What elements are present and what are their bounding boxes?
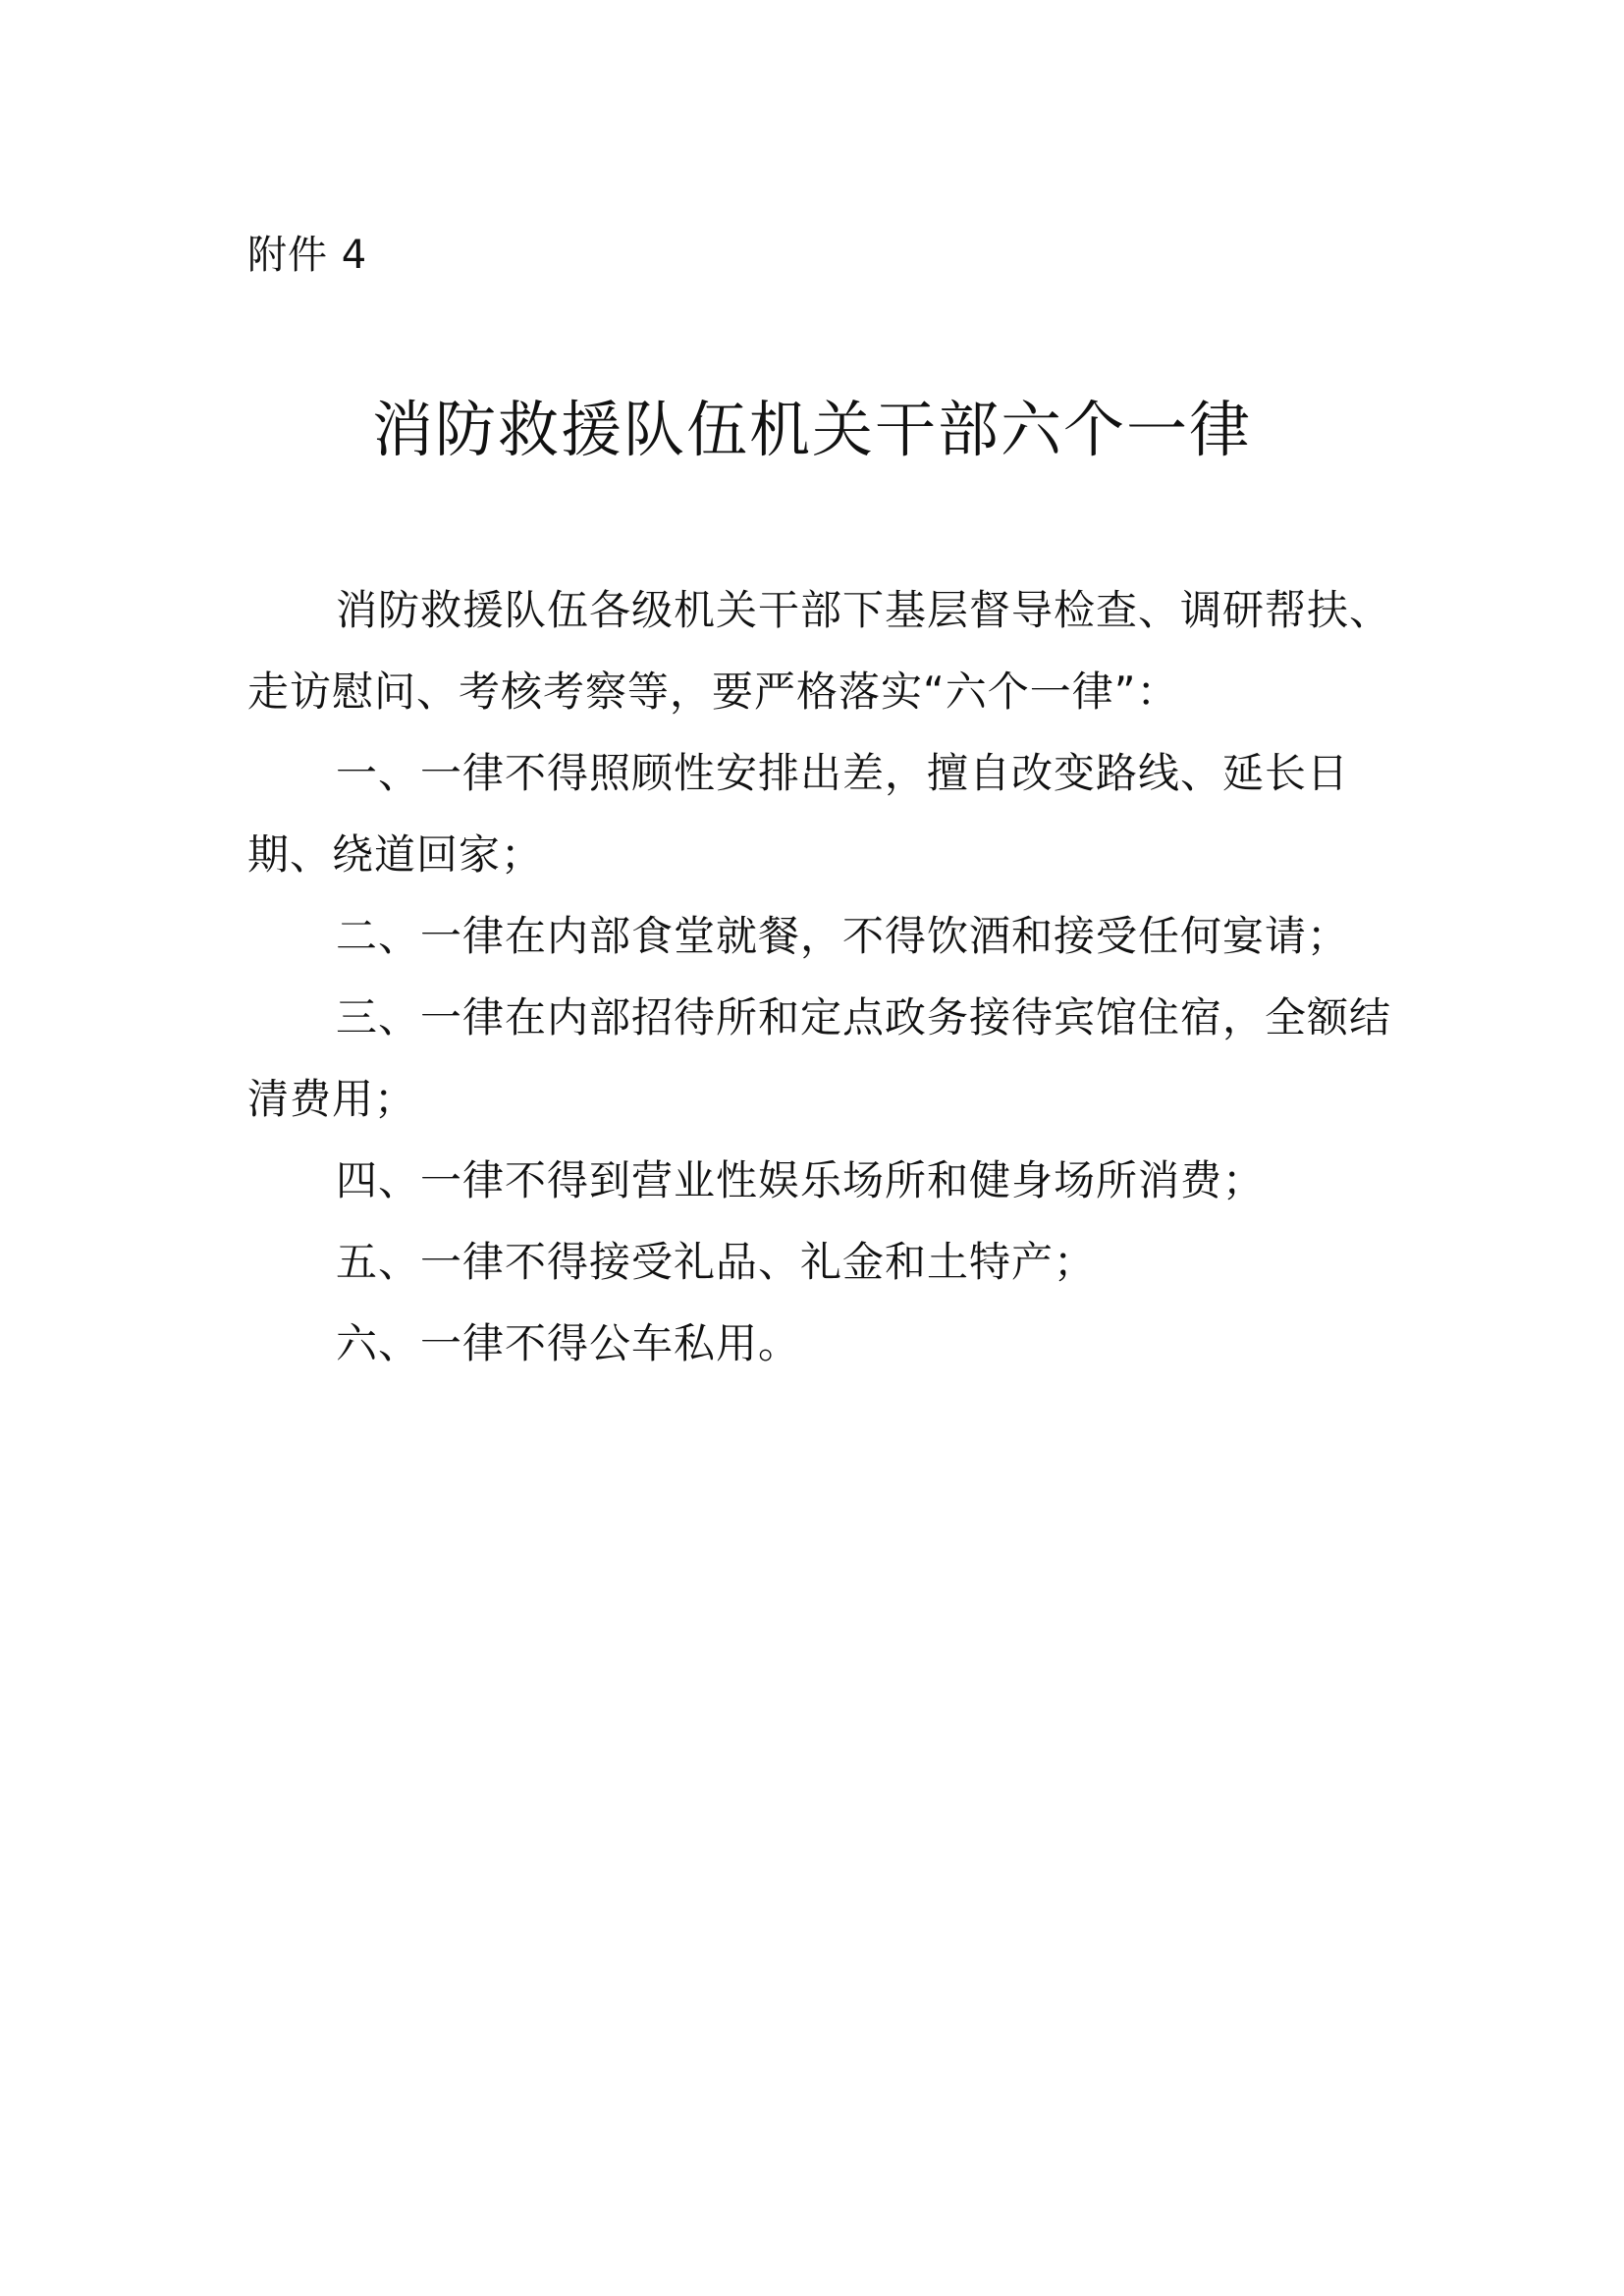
document-title: 消防救援队伍机关干部六个一律	[371, 394, 1252, 465]
intro-paragraph: 消防救援队伍各级机关干部下基层督导检查、调研帮扶、走访慰问、考核考察等，要严格落实“六个一律”：	[247, 586, 1392, 716]
rule-4: 四、一律不得到营业性娱乐场所和健身场所消费；	[336, 1156, 1266, 1204]
rule-3: 三、一律在内部招待所和定点政务接待宾馆住宿，全额结清费用；	[247, 993, 1392, 1123]
attachment-label: 附件 4	[247, 233, 368, 278]
document-body	[247, 569, 1406, 1384]
rule-5: 五、一律不得接受礼品、礼金和土特产；	[336, 1238, 1097, 1286]
rule-2: 二、一律在内部食堂就餐，不得饮酒和接受任何宴请；	[336, 912, 1350, 960]
rule-1: 一、一律不得照顾性安排出差，擅自改变路线、延长日期、绕道回家；	[247, 749, 1350, 879]
rule-6: 六、一律不得公车私用。	[336, 1319, 801, 1367]
